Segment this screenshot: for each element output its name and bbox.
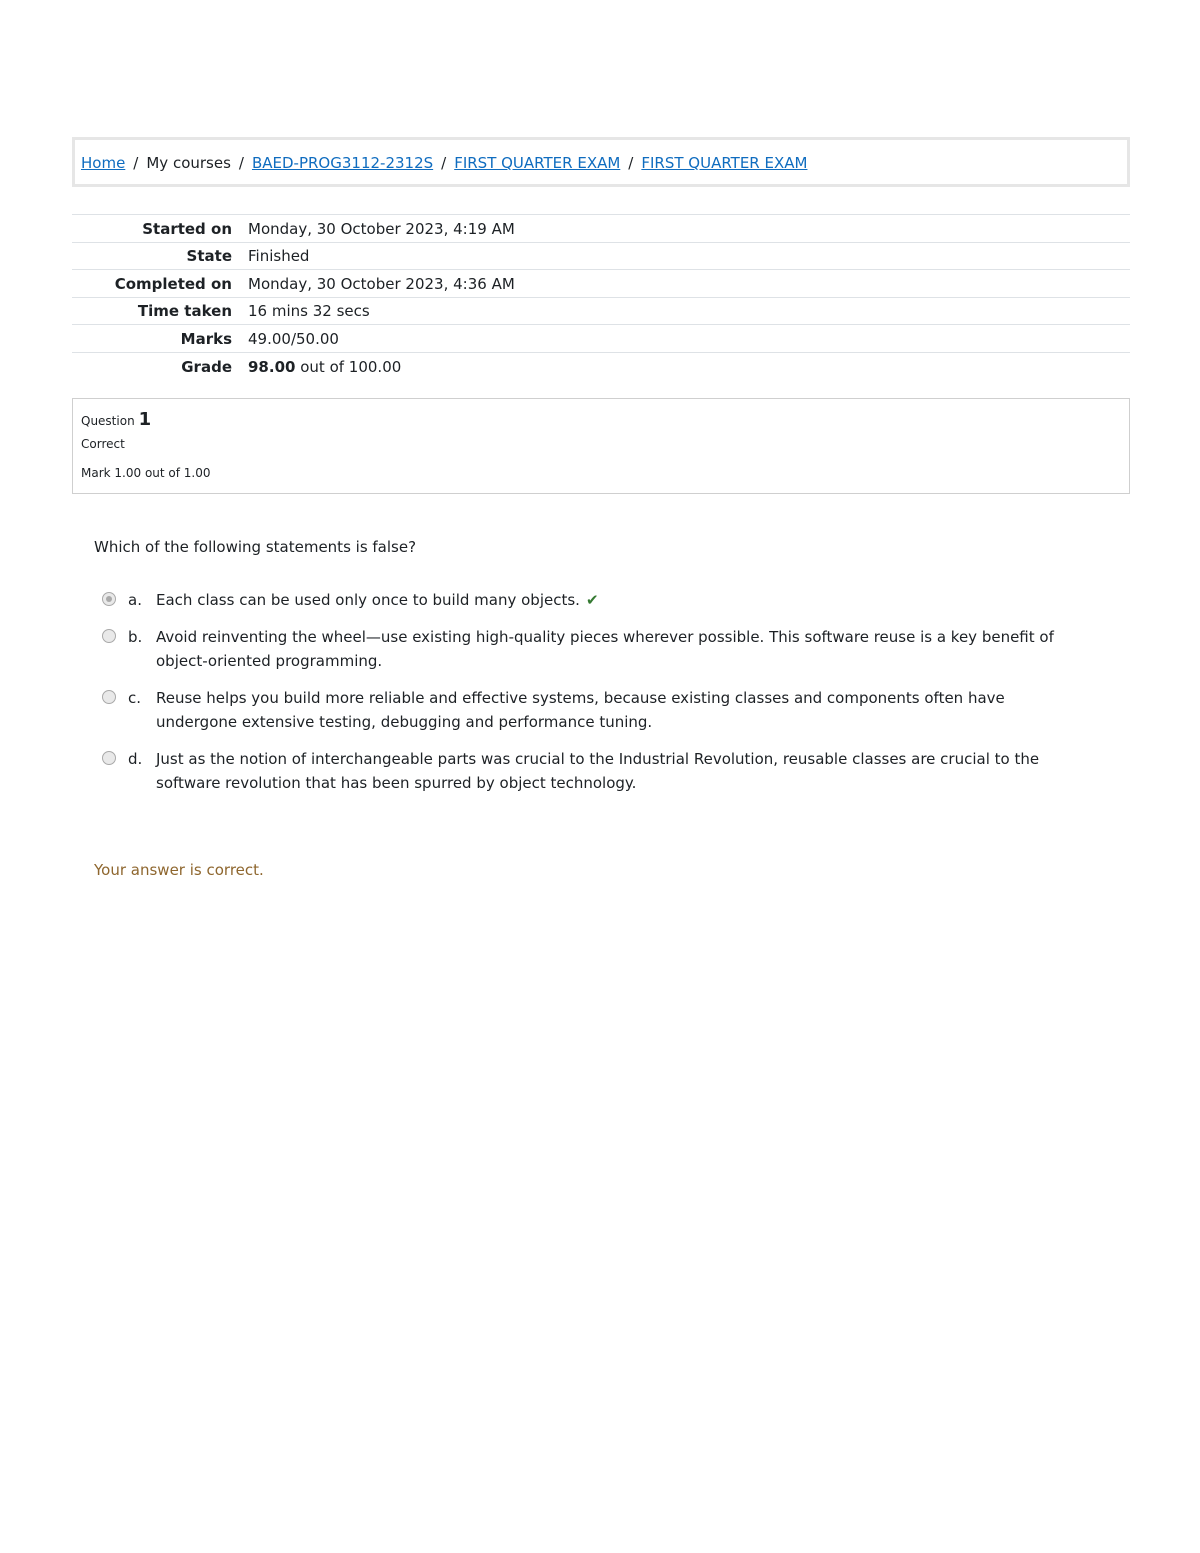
breadcrumb-separator: / xyxy=(238,154,244,172)
breadcrumb xyxy=(72,137,1130,187)
summary-row-marks xyxy=(72,325,1130,353)
breadcrumb-separator: / xyxy=(441,154,447,172)
answer-text: Each class can be used only once to build many objects. xyxy=(156,591,580,609)
breadcrumb-section-link[interactable]: FIRST QUARTER EXAM xyxy=(454,154,621,172)
started-on-label: Started on xyxy=(142,219,232,238)
question-state: Correct xyxy=(81,437,125,451)
time-taken-value: 16 mins 32 secs xyxy=(248,302,370,320)
answer-letter: d. xyxy=(128,750,143,768)
question-text: Which of the following statements is false? xyxy=(94,538,417,556)
marks-value: 49.00/50.00 xyxy=(248,329,339,348)
state-label: State xyxy=(186,247,232,265)
time-taken-label: Time taken xyxy=(137,302,232,320)
marks-label: Marks xyxy=(180,329,232,348)
answer-text: Just as the notion of interchangeable parts was crucial to the Industrial Revolution, reusable classes are crucial to the software revolution that has been spurred by object technology. xyxy=(156,750,1040,792)
grade-value xyxy=(248,353,1130,381)
breadcrumb-separator: / xyxy=(133,154,139,172)
summary-row-started xyxy=(72,215,1130,243)
breadcrumb-my-courses: My courses xyxy=(146,154,231,172)
answer-option-d[interactable] xyxy=(102,747,1072,795)
check-icon: ✔ xyxy=(585,591,599,609)
summary-row-grade xyxy=(72,353,1130,381)
answer-text: Reuse helps you build more reliable and effective systems, because existing classes and components often have undergone extensive testing, debugging and performance tuning. xyxy=(156,689,1005,731)
state-value: Finished xyxy=(248,247,310,265)
answer-radio-a[interactable] xyxy=(102,592,116,606)
completed-on-label: Completed on xyxy=(114,274,232,293)
summary-row-state xyxy=(72,243,1130,270)
answer-list xyxy=(102,588,1072,808)
breadcrumb-separator: / xyxy=(628,154,634,172)
answer-letter: b. xyxy=(128,628,143,646)
grade-out-of: out of 100.00 xyxy=(300,357,402,376)
question-grade: Mark 1.00 out of 1.00 xyxy=(81,466,211,480)
grade-label: Grade xyxy=(181,357,232,376)
breadcrumb-course-link[interactable]: BAED-PROG3112-2312S xyxy=(251,154,434,172)
answer-text: Avoid reinventing the wheel—use existing high-quality pieces wherever possible. This software reuse is a key benefit of object-oriented programming. xyxy=(156,628,1054,670)
question-info-box xyxy=(72,398,1130,494)
answer-option-b[interactable] xyxy=(102,625,1072,673)
answer-radio-b[interactable] xyxy=(102,629,116,643)
answer-option-c[interactable] xyxy=(102,686,1072,734)
attempt-summary-table xyxy=(72,214,1130,380)
question-number xyxy=(81,409,151,430)
completed-on-value: Monday, 30 October 2023, 4:36 AM xyxy=(248,274,515,293)
started-on-value: Monday, 30 October 2023, 4:19 AM xyxy=(248,219,515,238)
answer-feedback: Your answer is correct. xyxy=(94,861,264,879)
summary-row-time-taken xyxy=(72,298,1130,325)
breadcrumb-home-link[interactable]: Home xyxy=(81,154,126,172)
answer-radio-d[interactable] xyxy=(102,751,116,765)
answer-letter: a. xyxy=(128,591,142,609)
answer-option-a[interactable] xyxy=(102,588,1072,612)
answer-letter: c. xyxy=(128,689,142,707)
answer-radio-c[interactable] xyxy=(102,690,116,704)
question-number-value: 1 xyxy=(138,409,152,430)
breadcrumb-quiz-link[interactable]: FIRST QUARTER EXAM xyxy=(641,154,808,172)
question-label: Question xyxy=(81,414,135,428)
summary-row-completed xyxy=(72,270,1130,298)
grade-score: 98.00 xyxy=(248,357,296,376)
